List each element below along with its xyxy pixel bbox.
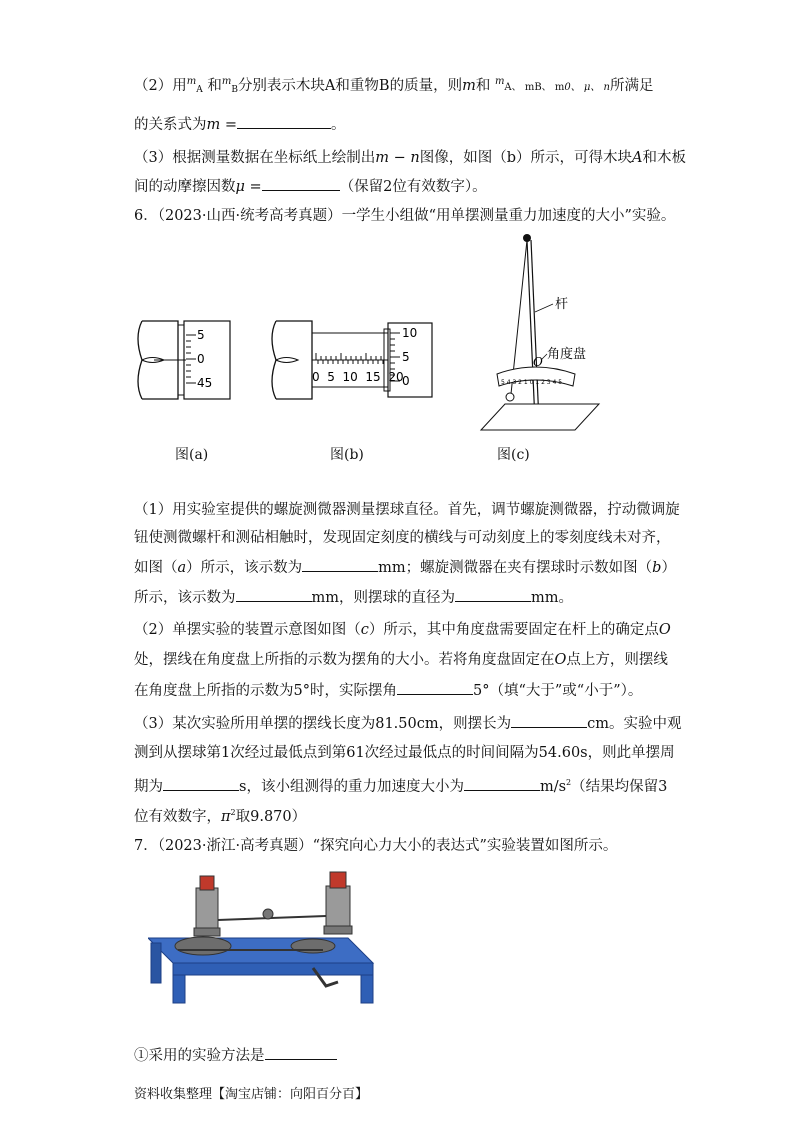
answer-blank[interactable]: [455, 587, 531, 602]
answer-blank[interactable]: [511, 713, 587, 728]
pendulum-ball-icon: [506, 393, 514, 401]
q5-part3-line1: （3）根据测量数据在坐标纸上绘制出m − n图像，如图（b）所示，可得木块A和木板: [134, 150, 686, 166]
figure-b-caption: 图(b): [330, 447, 364, 463]
tick-label: 0: [197, 352, 205, 366]
q6-part1-line2: 钮使测微螺杆和测砧相触时，发现固定刻度的横线与可动刻度上的零刻度线未对齐，: [134, 530, 671, 546]
q6-part1-line1: （1）用实验室提供的螺旋测微器测量摆球直径。首先，调节螺旋测微器，拧动微调旋: [134, 502, 680, 518]
centripetal-force-apparatus: [148, 868, 388, 1028]
tick-label: 10: [402, 326, 418, 340]
q6-part3-line3: 期为 s，该小组测得的重力加速度大小为 $m/s^2$（结果均保留3: [134, 773, 667, 797]
tick-label: 5: [197, 328, 205, 342]
answer-blank[interactable]: [265, 1045, 337, 1060]
q5-part3-line2: 间的动摩擦因数μ = （保留2位有效数字）。: [134, 176, 487, 197]
q7-header: 7．（2023·浙江·高考真题）“探究向心力大小的表达式”实验装置如图所示。: [134, 838, 618, 854]
figure-a-caption: 图(a): [175, 447, 209, 463]
q6-part2-line2: 处，摆线在角度盘上所指的示数为摆角的大小。若将角度盘固定在O点上方，则摆线: [134, 652, 668, 668]
q6-header: 6．（2023·山西·统考高考真题）一学生小组做“用单摆测量重力加速度的大小”实验。: [134, 208, 676, 224]
q5-part2-line1: （2）用$^m_A$ 和$^m_B$分别表示木块A和重物B的质量，则m和 $^m$A、 mB、 m0、 μ、 n所满足: [134, 76, 654, 95]
answer-blank[interactable]: [397, 680, 473, 695]
q6-part1-line3: 如图（a）所示，该示数为 mm；螺旋测微器在夹有摆球时示数如图（b）: [134, 557, 676, 578]
answer-blank[interactable]: [237, 114, 331, 129]
pendulum-figure-c: [475, 232, 615, 442]
dial-label: 角度盘: [547, 347, 587, 362]
q6-part3-line1: （3）某次实验所用单摆的摆线长度为81.50cm，则摆长为 cm。实验中观: [134, 713, 681, 734]
figure-c-caption: 图(c): [497, 447, 530, 463]
q6-part3-line4: 位有效数字，$\pi^2$取9.870）: [134, 808, 307, 825]
micrometer-figure-a: [134, 315, 234, 405]
q6-part3-line2: 测到从摆球第1次经过最低点到第61次经过最低点的时间间隔为54.60s，则此单摆周: [134, 745, 675, 761]
q6-part2-line3: 在角度盘上所指的示数为5°时，实际摆角 5°（填“大于”或“小于”）。: [134, 680, 642, 701]
answer-blank[interactable]: [464, 776, 540, 791]
q7-part1: ①采用的实验方法是: [134, 1045, 337, 1066]
tick-label: 0: [402, 374, 410, 388]
tick-label: 5: [402, 350, 410, 364]
answer-blank[interactable]: [262, 176, 340, 191]
micrometer-figure-b: [268, 315, 438, 405]
tick-label: 45: [197, 376, 213, 390]
point-o-label: O: [533, 355, 543, 369]
q5-part2-line2: 的关系式为m = 。: [134, 114, 346, 135]
q6-part2-line1: （2）单摆实验的装置示意图如图（c）所示，其中角度盘需要固定在杆上的确定点O: [134, 622, 671, 638]
dial-marks: 5 4 3 2 1 0 1 2 3 4 5: [501, 379, 563, 386]
tick-labels-horizontal: 0 5 10 15 20: [312, 370, 404, 384]
answer-blank[interactable]: [302, 557, 378, 572]
rod-label: 杆: [555, 297, 569, 312]
answer-blank[interactable]: [236, 587, 312, 602]
footer-text: 资料收集整理【淘宝店铺：向阳百分百】: [134, 1087, 369, 1102]
answer-blank[interactable]: [163, 776, 239, 791]
q6-part1-line4: 所示，该示数为 mm，则摆球的直径为 mm。: [134, 587, 573, 608]
